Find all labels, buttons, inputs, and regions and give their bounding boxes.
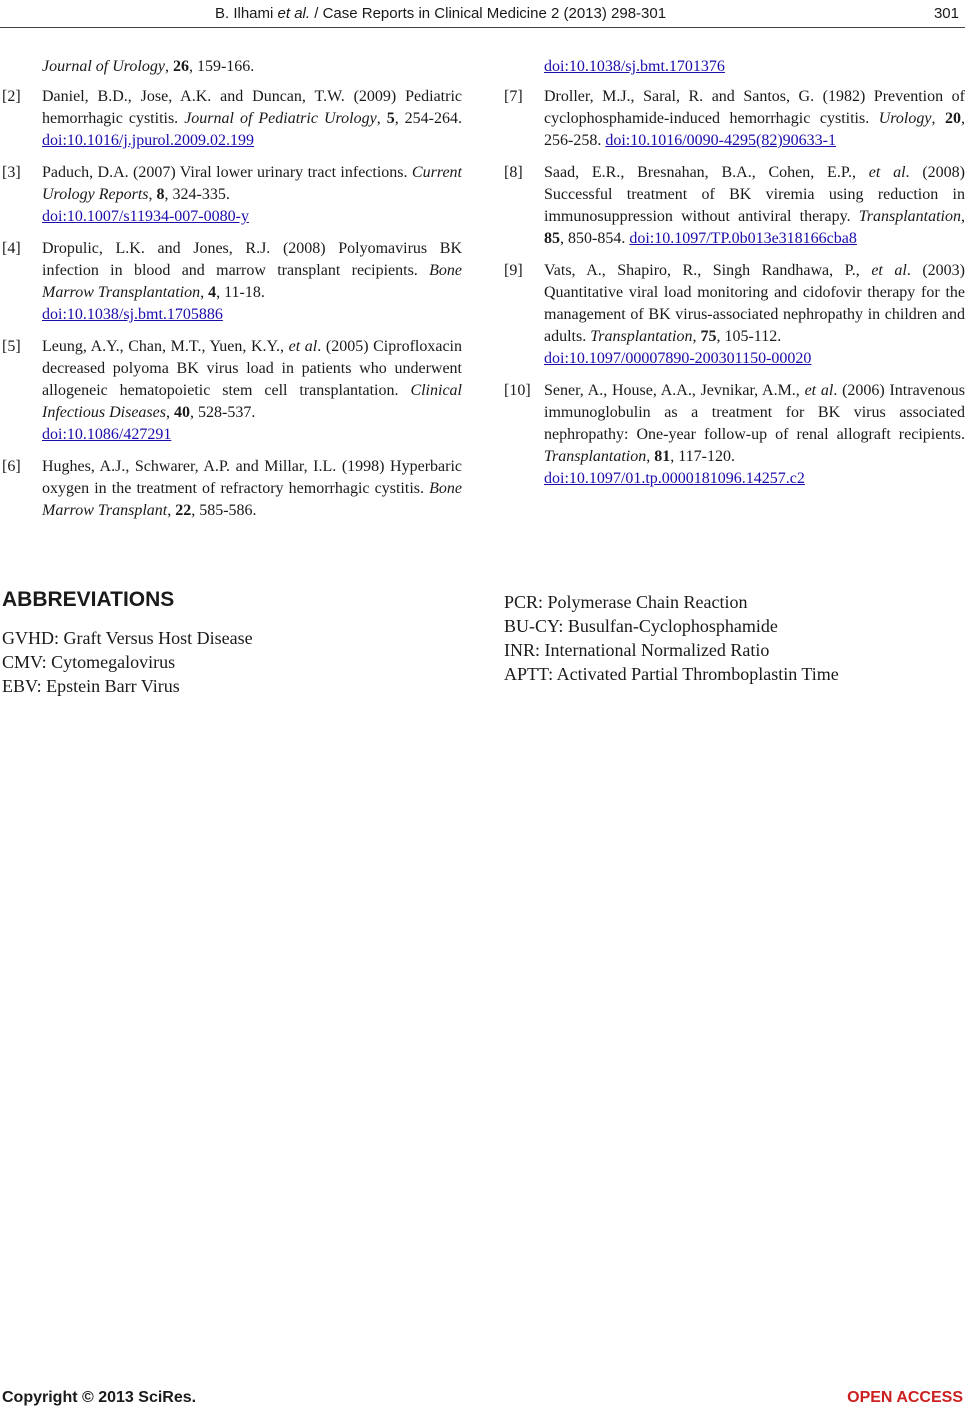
reference-pages: , 159-166. xyxy=(188,58,255,75)
reference-item xyxy=(504,380,965,490)
page-number: 301 xyxy=(933,5,959,22)
references-left-column xyxy=(2,56,462,532)
running-title-etal: et al. xyxy=(277,5,311,22)
reference-volume: 81 xyxy=(654,448,671,465)
reference-authors: Dropulic, L.K. and Jones, R.J. (2008) Polyomavirus BK infection in blood and marrow transplant recipients. xyxy=(42,240,462,279)
reference-pages: , 254-264. xyxy=(394,110,463,127)
reference-title: . (2005) Ciprofloxacin decreased polyoma BK virus load in patients who underwent allogeneic hematopoietic stem cell transplantation. xyxy=(42,338,462,399)
reference-journal: Transplantation xyxy=(590,328,693,345)
reference-separator: , xyxy=(692,328,701,345)
reference-authors: Vats, A., Shapiro, R., Singh Randhawa, P., xyxy=(544,262,872,279)
reference-number: [8] xyxy=(504,164,523,181)
reference-continuation: Journal of Urology, 26, 159-166. xyxy=(42,58,255,75)
reference-number: [4] xyxy=(2,240,21,257)
page-footer xyxy=(0,1389,965,1417)
abbreviation-entry: EBV: Epstein Barr Virus xyxy=(2,676,180,696)
reference-number: [6] xyxy=(2,458,21,475)
reference-authors: Droller, M.J., Saral, R. and Santos, G. (1982) Prevention of cyclophosphamide-induced hemorrhagic cystitis. xyxy=(544,88,965,127)
reference-authors: Daniel, B.D., Jose, A.K. and Duncan, T.W. (2009) Pediatric hemorrhagic cystitis. xyxy=(42,88,462,127)
abbreviations-left-list xyxy=(2,626,253,698)
reference-pages: , 585-586. xyxy=(191,502,257,519)
reference-item xyxy=(2,86,462,152)
running-title-journal: / Case Reports in Clinical Medicine 2 (2013) 298-301 xyxy=(310,5,667,22)
reference-pages: , 324-335. xyxy=(164,186,230,203)
reference-item xyxy=(504,260,965,370)
reference-volume: 4 xyxy=(208,284,217,301)
reference-journal: Journal of Pediatric Urology xyxy=(184,110,377,127)
reference-number: [7] xyxy=(504,88,523,105)
reference-doi-link[interactable]: doi:10.1038/sj.bmt.1701376 xyxy=(544,58,725,75)
reference-volume: 22 xyxy=(175,502,192,519)
reference-item xyxy=(504,86,965,152)
copyright-notice: Copyright © 2013 SciRes. xyxy=(2,1389,197,1406)
reference-item xyxy=(2,162,462,228)
reference-doi-link[interactable]: doi:10.1097/00007890-200301150-00020 xyxy=(544,350,812,367)
reference-journal: Current Urology Reports xyxy=(42,164,462,203)
reference-item xyxy=(2,456,462,522)
reference-number: [2] xyxy=(2,88,21,105)
reference-pages: , 105-112. xyxy=(716,328,782,345)
reference-volume: 5 xyxy=(386,110,395,127)
reference-item xyxy=(2,336,462,446)
reference-title: . (2003) Quantitative viral load monitoring and cidofovir therapy for the management of BK virus-associated nephropathy in children and adults. xyxy=(544,262,965,345)
reference-authors: Paduch, D.A. (2007) Viral lower urinary tract infections. xyxy=(42,164,412,181)
reference-journal: Bone Marrow Transplant xyxy=(42,480,462,519)
reference-doi-link[interactable]: doi:10.1086/427291 xyxy=(42,426,172,443)
reference-journal: Clinical Infectious Diseases xyxy=(42,382,462,421)
reference-etal: et al xyxy=(804,382,834,399)
abbreviation-entry: GVHD: Graft Versus Host Disease xyxy=(2,628,253,648)
abbreviation-entry: BU-CY: Busulfan-Cyclophosphamide xyxy=(504,616,778,636)
abbreviation-entry: CMV: Cytomegalovirus xyxy=(2,652,176,672)
reference-number: [10] xyxy=(504,382,531,399)
reference-volume: 8 xyxy=(156,186,165,203)
reference-number: [5] xyxy=(2,338,21,355)
reference-number: [3] xyxy=(2,164,21,181)
reference-doi-link[interactable]: doi:10.1016/0090-4295(82)90633-1 xyxy=(605,132,836,149)
abbreviation-entry: INR: International Normalized Ratio xyxy=(504,640,770,660)
reference-authors: Saad, E.R., Bresnahan, B.A., Cohen, E.P., xyxy=(544,164,869,181)
reference-journal: Bone Marrow Transplantation xyxy=(42,262,462,301)
reference-pages: , 256-258. xyxy=(544,110,965,149)
reference-separator: , xyxy=(646,448,655,465)
reference-volume: 75 xyxy=(700,328,717,345)
reference-volume: 20 xyxy=(945,110,961,127)
reference-authors: Sener, A., House, A.A., Jevnikar, A.M., xyxy=(544,382,805,399)
header-divider xyxy=(0,27,965,28)
abbreviations-heading: ABBREVIATIONS xyxy=(2,588,175,611)
abbreviation-entry: PCR: Polymerase Chain Reaction xyxy=(504,592,748,612)
reference-volume: 40 xyxy=(173,404,190,421)
running-title xyxy=(215,5,666,22)
reference-etal: et al xyxy=(871,262,907,279)
running-header xyxy=(0,5,965,25)
reference-item xyxy=(2,238,462,326)
reference-etal: et al xyxy=(288,338,318,355)
reference-pages: , 528-537. xyxy=(189,404,256,421)
running-title-authors: B. Ilhami xyxy=(215,5,278,22)
reference-title: . (2006) Intravenous immunoglobulin as a treatment for BK virus associated nephropathy: One-year follow-up of renal allograft recipients. xyxy=(544,382,965,443)
reference-separator: , xyxy=(961,208,965,225)
references-right-column xyxy=(504,56,965,500)
reference-separator: , xyxy=(200,284,209,301)
abbreviations-right-list xyxy=(504,590,839,686)
reference-journal: Urology xyxy=(878,110,932,127)
reference-separator: , xyxy=(167,502,176,519)
reference-pages: , 117-120. xyxy=(670,448,735,465)
reference-doi-link[interactable]: doi:10.1038/sj.bmt.1705886 xyxy=(42,306,223,323)
reference-journal: Transplantation xyxy=(544,448,647,465)
reference-journal: Journal of Urology xyxy=(42,58,165,75)
reference-separator: , xyxy=(376,110,387,127)
reference-authors: Hughes, A.J., Schwarer, A.P. and Millar, I.L. (1998) Hyperbaric oxygen in the treatment of refractory hemorrhagic cystitis. xyxy=(42,458,462,497)
reference-doi-link[interactable]: doi:10.1016/j.jpurol.2009.02.199 xyxy=(42,132,254,149)
reference-volume: 26 xyxy=(172,58,189,75)
reference-volume: 85 xyxy=(544,230,560,247)
reference-doi-link[interactable]: doi:10.1007/s11934-007-0080-y xyxy=(42,208,249,225)
reference-authors: Leung, A.Y., Chan, M.T., Yuen, K.Y., xyxy=(42,338,289,355)
reference-pages: , 11-18. xyxy=(216,284,265,301)
reference-separator: , xyxy=(165,404,174,421)
abbreviation-entry: APTT: Activated Partial Thromboplastin Time xyxy=(504,664,839,684)
reference-number: [9] xyxy=(504,262,523,279)
reference-separator: , xyxy=(148,186,157,203)
reference-journal: Transplantation xyxy=(858,208,961,225)
reference-title: . (2008) Successful treatment of BK viremia using reduction in immunosuppression without antiviral therapy. xyxy=(544,164,965,225)
reference-pages: , 850-854. xyxy=(560,230,630,247)
reference-continuation xyxy=(504,56,965,78)
reference-doi-link[interactable]: doi:10.1097/TP.0b013e318166cba8 xyxy=(629,230,857,247)
open-access-label: OPEN ACCESS xyxy=(847,1389,963,1406)
reference-etal: et al xyxy=(868,164,906,181)
reference-separator: , xyxy=(931,110,945,127)
reference-doi-link[interactable]: doi:10.1097/01.tp.0000181096.14257.c2 xyxy=(544,470,805,487)
reference-item xyxy=(504,162,965,250)
